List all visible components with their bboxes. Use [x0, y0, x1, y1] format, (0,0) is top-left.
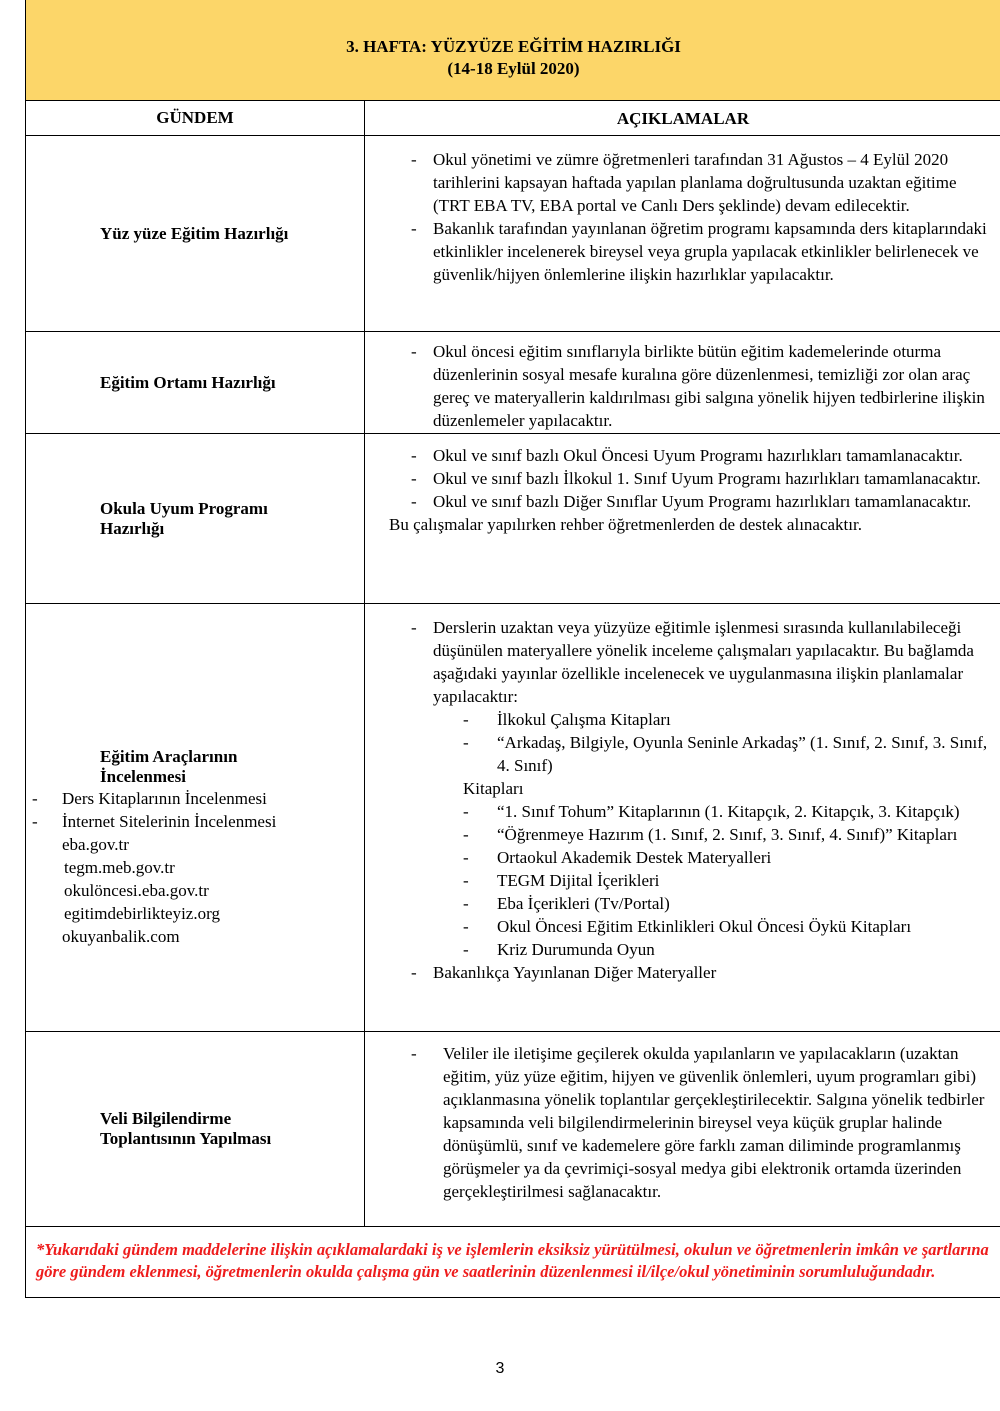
sub-list-item: - Eba İçerikleri (Tv/Portal) — [365, 892, 995, 915]
agenda-title-cont: İncelenmesi — [100, 767, 186, 786]
site-link: okulöncesi.eba.gov.tr — [64, 881, 209, 900]
site-link: tegm.meb.gov.tr — [64, 858, 175, 877]
agenda-cell — [26, 604, 365, 1031]
sub-list-item: - İlkokul Çalışma Kitapları — [365, 708, 995, 731]
sub-list-item: - TEGM Dijital İçerikleri — [365, 869, 995, 892]
sub-list-item-tail: Kitapları — [463, 779, 524, 798]
sub-list-item: - Okul Öncesi Eğitim Etkinlikleri Okul Öncesi Öykü Kitapları — [365, 915, 995, 938]
agenda-cell — [26, 136, 365, 331]
agenda-cell — [26, 1032, 365, 1226]
list-item: - Okul öncesi eğitim sınıflarıyla birlikte bütün eğitim kademelerinde oturma düzenlerinin sosyal mesafe kuralına göre düzenlenmesi, temizliği zor olan araç gereç ve materyallerin kaldırılması gibi salgına yönelik hijyen tedbirlerine ilişkin düzenlemeler yapılacaktır. — [365, 340, 995, 432]
sub-list-item: - “Öğrenmeye Hazırım (1. Sınıf, 2. Sınıf, 3. Sınıf, 4. Sınıf)” Kitapları — [365, 823, 995, 846]
agenda-title: Yüz yüze Eğitim Hazırlığı — [100, 223, 289, 243]
agenda-subitem: - İnternet Sitelerinin İncelenmesi — [32, 812, 277, 831]
page-number: 3 — [495, 1360, 505, 1377]
list-item: - Bakanlıkça Yayınlanan Diğer Materyaller — [365, 961, 995, 984]
agenda-cell — [26, 434, 365, 603]
agenda-title: Veli Bilgilendirme — [100, 1109, 232, 1128]
sub-list-item: - Ortaokul Akademik Destek Materyalleri — [365, 846, 995, 869]
column-header-agenda: GÜNDEM — [26, 101, 365, 135]
list-item: - Okul yönetimi ve zümre öğretmenleri tarafından 31 Ağustos – 4 Eylül 2020 tarihlerini kapsayan haftada yapılan planlama doğrultusunda uzaktan eğitime (TRT EBA TV, EBA portal ve Canlı Ders şeklinde) devam edilecektir. — [365, 148, 995, 217]
site-link: eba.gov.tr — [62, 835, 129, 854]
column-header-row — [26, 101, 1000, 136]
sub-list-item: - “1. Sınıf Tohum” Kitaplarının (1. Kitapçık, 2. Kitapçık, 3. Kitapçık) — [365, 800, 995, 823]
date-range: (14-18 Eylül 2020) — [447, 59, 580, 78]
table-row — [26, 434, 1000, 604]
page-title: 3. HAFTA: YÜZYÜZE EĞİTİM HAZIRLIĞI — [346, 37, 681, 56]
explanation-cell — [365, 136, 1000, 331]
list-item: - Bakanlık tarafından yayınlanan öğretim programı kapsamında ders kitaplarındaki etkinlikler incelenerek bireysel veya grupla yapılacak etkinlikler belirlenecek ve güvenlik/hijyen önlemlerine ilişkin hazırlıklar yapılacaktır. — [365, 217, 995, 286]
table-row — [26, 604, 1000, 1032]
explanation-cell — [365, 332, 1000, 433]
support-note: Bu çalışmalar yapılırken rehber öğretmenlerden de destek alınacaktır. — [389, 515, 862, 534]
explanation-cell — [365, 434, 1000, 603]
agenda-title: Eğitim Araçlarının — [100, 747, 238, 766]
agenda-title: Okula Uyum Programı — [100, 498, 268, 518]
list-item: - Veliler ile iletişime geçilerek okulda yapılanların ve yapılacakların (uzaktan eğitim, yüz yüze eğitim, hijyen ve güvenlik önlemleri, uyum programları gibi) açıklanmasına yönelik toplantılar gerçekleştirilecektir. Salgına yönelik tedbirler kapsamında veli bilgilendirmelerinin bireysel veya küçük gruplar halinde dönüşümlü, sınıf ve kademelere göre farklı zaman diliminde programlanmış görüşmeler ya da çevrimiçi-sosyal medya gibi elektronik ortamda üzerinden gerçekleştirilmesi sağlanacaktır. — [365, 1042, 995, 1203]
column-header-explanations: AÇIKLAMALAR — [616, 108, 750, 128]
sub-list-item: - “Arkadaş, Bilgiyle, Oyunla Seninle Arkadaş” (1. Sınıf, 2. Sınıf, 3. Sınıf, 4. Sınıf) — [365, 731, 995, 777]
agenda-cell — [26, 332, 365, 433]
list-item: - Okul ve sınıf bazlı Okul Öncesi Uyum Programı hazırlıkları tamamlanacaktır. — [365, 444, 995, 467]
table-row — [26, 1032, 1000, 1227]
table-row — [26, 332, 1000, 434]
agenda-subitem: - Ders Kitaplarının İncelenmesi — [32, 789, 267, 808]
table-header — [26, 0, 1000, 101]
list-item: - Derslerin uzaktan veya yüzyüze eğitimle işlenmesi sırasında kullanılabileceği düşünülen materyallere yönelik inceleme çalışmaları yapılacaktır. Bu bağlamda aşağıdaki yayınlar özellikle incelenecek ve uygulanmasına ilişkin planlamalar yapılacaktır: — [365, 616, 995, 708]
agenda-title: Eğitim Ortamı Hazırlığı — [100, 372, 276, 392]
table-row — [26, 136, 1000, 332]
explanation-cell — [365, 604, 1000, 1031]
site-link: egitimdebirlikteyiz.org — [64, 904, 220, 923]
footnote: *Yukarıdaki gündem maddelerine ilişkin açıklamalardaki iş ve işlemlerin eksiksiz yürütülmesi, okulun ve öğretmenlerin imkân ve şartlarına göre gündem eklenmesi, öğretmenlerin okulda çalışma gün ve saatlerinin düzenlenmesi il/ilçe/okul yönetiminin sorumluluğundadır. — [26, 1227, 1000, 1298]
agenda-title-cont: Toplantısının Yapılması — [100, 1129, 272, 1148]
sub-list-item: - Kriz Durumunda Oyun — [365, 938, 995, 961]
agenda-title-cont: Hazırlığı — [100, 518, 165, 538]
site-link: okuyanbalik.com — [62, 927, 180, 946]
list-item: - Okul ve sınıf bazlı Diğer Sınıflar Uyum Programı hazırlıkları tamamlanacaktır. — [365, 490, 995, 513]
list-item: - Okul ve sınıf bazlı İlkokul 1. Sınıf Uyum Programı hazırlıkları tamamlanacaktır. — [365, 467, 995, 490]
explanation-cell — [365, 1032, 1000, 1226]
agenda-table — [25, 0, 1000, 1298]
